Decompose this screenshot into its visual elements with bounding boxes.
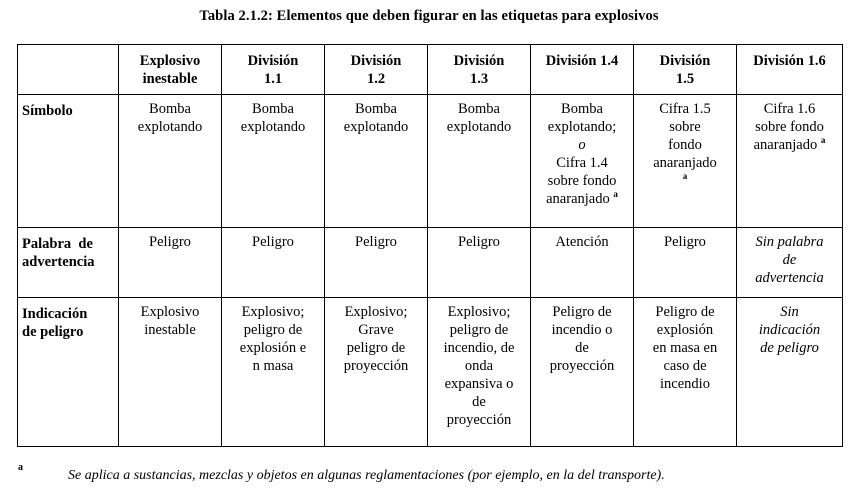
cell-line: Peligro: [252, 234, 294, 250]
header-line: División: [453, 53, 505, 69]
cell-simbolo-division-1-3: [428, 95, 531, 228]
header-line: División 1.4: [545, 53, 619, 69]
cell-palabra-division-1-1: [222, 228, 325, 298]
header-line: 1.5: [675, 71, 695, 87]
cell-line: o: [578, 137, 586, 153]
cell-line: Peligro de: [655, 304, 715, 320]
cell-palabra-division-1-4: [531, 228, 634, 298]
cell-line: Explosivo;: [344, 304, 408, 320]
cell-line: indicación: [758, 322, 821, 338]
row-label-line: advertencia: [22, 254, 95, 270]
header-division-1-4: [531, 45, 634, 95]
cell-line: peligro de: [243, 322, 303, 338]
header-line: inestable: [142, 71, 198, 87]
row-label-line: de peligro: [22, 324, 84, 340]
header-line: División: [350, 53, 402, 69]
header-corner: [18, 45, 119, 95]
cell-palabra-division-1-2: [325, 228, 428, 298]
header-division-1-5: [634, 45, 737, 95]
cell-line: peligro de: [346, 340, 406, 356]
header-row: [18, 45, 843, 95]
cell-palabra-division-1-5: [634, 228, 737, 298]
cell-line: explotando: [137, 119, 203, 135]
cell-line: Explosivo;: [241, 304, 305, 320]
cell-palabra-division-1-3: [428, 228, 531, 298]
cell-line: sobre fondo: [547, 173, 617, 189]
cell-line: incendio: [660, 376, 710, 392]
cell-line: inestable: [144, 322, 196, 338]
footnote-text: Se aplica a sustancias, mezclas y objetos en algunas reglamentaciones (por ejemplo, en la del transporte).: [68, 468, 665, 483]
cell-line: onda: [464, 358, 494, 374]
cell-line: Explosivo: [140, 304, 200, 320]
row-simbolo: [18, 95, 843, 228]
cell-simbolo-explosivo-inestable: [119, 95, 222, 228]
cell-line: Bomba: [458, 101, 500, 117]
cell-line: proyección: [446, 412, 512, 428]
cell-line: explosión e: [239, 340, 307, 356]
cell-line: de: [472, 394, 486, 410]
row-label-indicacion: [18, 298, 119, 447]
cell-simbolo-division-1-6: [737, 95, 843, 228]
cell-palabra-division-1-6: [737, 228, 843, 298]
cell-line: Bomba: [252, 101, 294, 117]
row-label-line: Palabra de: [22, 236, 93, 252]
cell-line: Peligro: [458, 234, 500, 250]
cell-line: Cifra 1.5: [659, 101, 711, 117]
cell-indicacion-division-1-6: [737, 298, 843, 447]
header-division-1-2: [325, 45, 428, 95]
cell-indicacion-division-1-5: [634, 298, 737, 447]
cell-line: advertencia: [755, 270, 824, 286]
header-line: División: [659, 53, 711, 69]
row-label-line: Símbolo: [22, 103, 73, 119]
cell-line: en masa en: [652, 340, 718, 356]
cell-line: anaranjado: [753, 137, 818, 153]
header-line: División 1.6: [753, 53, 826, 69]
row-palabra-advertencia: [18, 228, 843, 298]
cell-line: Sin palabra: [755, 234, 824, 250]
cell-line: caso de: [663, 358, 707, 374]
explosives-label-table: [17, 44, 843, 447]
cell-simbolo-division-1-2: [325, 95, 428, 228]
cell-line: anaranjado: [653, 155, 717, 171]
row-label-palabra: [18, 228, 119, 298]
footnote-ref: a: [613, 189, 618, 199]
cell-simbolo-division-1-1: [222, 95, 325, 228]
cell-line: peligro de: [449, 322, 509, 338]
row-label-simbolo: [18, 95, 119, 228]
footnote-mark: a: [18, 462, 23, 473]
footnote-ref: a: [682, 171, 688, 181]
row-indicacion-peligro: [18, 298, 843, 447]
cell-line: Peligro: [149, 234, 191, 250]
cell-line: incendio o: [551, 322, 613, 338]
header-line: Explosivo: [139, 53, 201, 69]
cell-line: Sin: [780, 304, 799, 320]
cell-indicacion-division-1-3: [428, 298, 531, 447]
cell-line: expansiva o: [444, 376, 514, 392]
cell-line: Cifra 1.4: [556, 155, 608, 171]
cell-indicacion-division-1-1: [222, 298, 325, 447]
cell-line: explotando;: [547, 119, 617, 135]
row-label-line: Indicación: [22, 306, 88, 322]
cell-line: Explosivo;: [447, 304, 511, 320]
header-line: 1.2: [366, 71, 386, 87]
cell-indicacion-division-1-4: [531, 298, 634, 447]
header-line: División: [247, 53, 299, 69]
cell-line: incendio, de: [443, 340, 515, 356]
cell-line: Atención: [555, 234, 609, 250]
header-line: 1.3: [469, 71, 489, 87]
cell-line: explotando: [343, 119, 409, 135]
cell-line: proyección: [343, 358, 409, 374]
header-division-1-6: [737, 45, 843, 95]
cell-line: Peligro de: [552, 304, 612, 320]
header-explosivo-inestable: [119, 45, 222, 95]
cell-simbolo-division-1-5: [634, 95, 737, 228]
cell-line: Bomba: [561, 101, 603, 117]
cell-line: de peligro: [760, 340, 819, 356]
cell-line: fondo: [668, 137, 702, 153]
cell-indicacion-division-1-2: [325, 298, 428, 447]
cell-line: Bomba: [355, 101, 397, 117]
cell-palabra-explosivo-inestable: [119, 228, 222, 298]
footnote-ref: a: [820, 135, 826, 145]
cell-line: de: [575, 340, 589, 356]
cell-simbolo-division-1-4: [531, 95, 634, 228]
cell-indicacion-explosivo-inestable: [119, 298, 222, 447]
cell-line: explotando: [446, 119, 512, 135]
cell-line: explosión: [656, 322, 714, 338]
cell-line: Peligro: [664, 234, 706, 250]
cell-line: Bomba: [149, 101, 191, 117]
header-division-1-3: [428, 45, 531, 95]
cell-line: sobre fondo: [755, 119, 824, 135]
header-line: 1.1: [263, 71, 283, 87]
cell-line: Grave: [358, 322, 394, 338]
cell-line: proyección: [549, 358, 615, 374]
cell-line: n masa: [252, 358, 294, 374]
cell-line: Cifra 1.6: [763, 101, 816, 117]
cell-line: anaranjado: [546, 191, 610, 207]
table-title: Tabla 2.1.2: Elementos que deben figurar en las etiquetas para explosivos: [199, 8, 659, 24]
cell-line: de: [782, 252, 797, 268]
cell-line: explotando: [240, 119, 306, 135]
cell-line: Peligro: [355, 234, 397, 250]
header-division-1-1: [222, 45, 325, 95]
cell-line: sobre: [669, 119, 701, 135]
